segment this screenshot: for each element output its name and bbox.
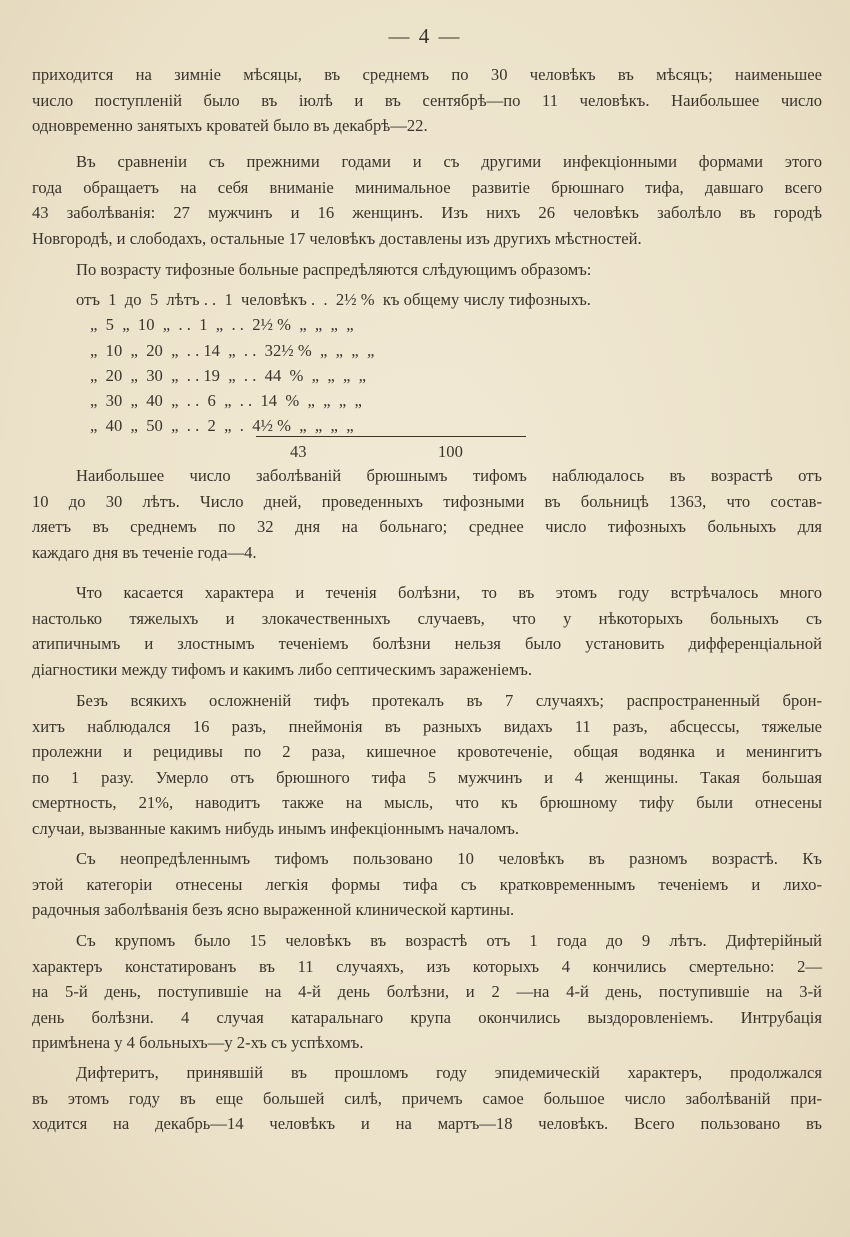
table-row: „ 5 „ 10 „ . . 1 „ . . 2½ % „ „ „ „: [90, 315, 354, 334]
paragraph-7: [32, 846, 822, 923]
table-row: „ 40 „ 50 „ . . 2 „ . 4½ % „ „ „ „: [90, 416, 354, 435]
table-row: „ 10 „ 20 „ . . 14 „ . . 32½ % „ „ „ „: [90, 341, 375, 360]
text-line: примѣнена у 4 больныхъ—у 2-хъ съ успѣхомъ.: [32, 1033, 364, 1052]
paragraph-3: [32, 257, 822, 283]
text-line: смертность, 21%, наводитъ также на мысль, что къ брюшному тифу были отнесены: [32, 793, 822, 812]
paragraph-8: [32, 928, 822, 1056]
table-row: „ 20 „ 30 „ . . 19 „ . . 44 % „ „ „ „: [90, 366, 367, 385]
paragraph-9: [32, 1060, 822, 1137]
text-line: Въ сравненіи съ прежними годами и съ другими инфекціонными формами этого: [76, 152, 822, 171]
text-line: радочныя заболѣванія безъ ясно выраженной клинической картины.: [32, 900, 515, 919]
paragraph-1: [32, 62, 822, 139]
text-line: на 5-й день, поступившіе на 4-й день болѣзни, и 2 —на 4-й день, поступившіе на 3-й: [32, 982, 822, 1001]
total-people: 43: [290, 442, 307, 461]
text-line: діагностики между тифомъ и какимъ либо септическимъ зараженіемъ.: [32, 659, 533, 679]
text-line: 10 до 30 лѣтъ. Число дней, проведенныхъ тифозными въ больницѣ 1363, что состав-: [32, 491, 822, 511]
text-line: хитъ наблюдался 16 разъ, пнеймонія въ разныхъ видахъ 11 разъ, абсцессы, тяжелые: [32, 716, 822, 736]
text-line: Съ крупомъ было 15 человѣкъ въ возрастѣ отъ 1 года до 9 лѣтъ. Дифтерійный: [76, 931, 822, 950]
text-line: ходится на декабрь—14 человѣкъ и на мартъ—18 человѣкъ. Всего пользовано въ: [32, 1114, 822, 1133]
text-line: ляетъ въ среднемъ по 32 дня на больнаго; среднее число тифозныхъ больныхъ для: [32, 517, 822, 536]
text-line: Наибольшее число заболѣваній брюшнымъ тифомъ наблюдалось въ возрастѣ отъ: [76, 466, 822, 485]
text-line: Безъ всякихъ осложненій тифъ протекалъ въ 7 случаяхъ; распространенный брон-: [76, 691, 822, 710]
text-line: Съ неопредѣленнымъ тифомъ пользовано 10 человѣкъ въ разномъ возрастѣ. Къ: [76, 849, 822, 868]
text-line: Что касается характера и теченія болѣзни, то въ этомъ году встрѣчалось много: [76, 583, 822, 602]
text-line: день болѣзни. 4 случая катаральнаго крупа окончились выздоровленіемъ. Интрубація: [32, 1007, 822, 1027]
page-number: — 4 —: [388, 24, 462, 48]
text-line: въ этомъ году въ еще большей силѣ, причемъ самое большое число заболѣваній при-: [32, 1088, 822, 1108]
table-row: отъ 1 до 5 лѣтъ . . 1 человѣкъ . . 2½ % къ общему числу тифозныхъ.: [76, 290, 591, 309]
text-line: по 1 разу. Умерло отъ брюшного тифа 5 мужчинъ и 4 женщины. Такая большая: [32, 767, 822, 787]
paragraph-5: [32, 580, 822, 682]
text-line: настолько тяжелыхъ и злокачественныхъ случаевъ, что у нѣкоторыхъ больныхъ съ: [32, 608, 822, 628]
text-line: атипичнымъ и злостнымъ теченіемъ болѣзни нельзя было установить дифференціальной: [32, 634, 822, 653]
table-row: „ 30 „ 40 „ . . 6 „ . . 14 % „ „ „ „: [90, 391, 362, 410]
text-line: По возрасту тифозные больные распредѣляются слѣдующимъ образомъ:: [76, 260, 592, 279]
paragraph-6: [32, 688, 822, 841]
text-line: Дифтеритъ, принявшій въ прошломъ году эпидемическій характеръ, продолжался: [76, 1063, 822, 1082]
text-line: одновременно занятыхъ кроватей было въ декабрѣ—22.: [32, 116, 428, 135]
text-line: каждаго дня въ теченіе года—4.: [32, 542, 257, 562]
text-line: характеръ констатированъ въ 11 случаяхъ, изъ которыхъ 4 кончились смертельно: 2—: [32, 956, 822, 976]
total-rule: [256, 436, 526, 437]
text-line: года обращаетъ на себя вниманіе минимальное развитіе брюшнаго тифа, давшаго всего: [32, 177, 822, 197]
text-line: приходится на зимніе мѣсяцы, въ среднемъ по 30 человѣкъ въ мѣсяцъ; наименьшее: [32, 65, 822, 84]
paragraph-4: [32, 463, 822, 565]
total-percent: 100: [438, 442, 463, 461]
text-line: число поступленій было въ іюлѣ и въ сентябрѣ—по 11 человѣкъ. Наибольшее число: [32, 90, 822, 110]
paragraph-2: [32, 149, 822, 251]
text-line: пролежни и рецидивы по 2 раза, кишечное кровотеченіе, общая водянка и менингитъ: [32, 742, 822, 761]
text-line: Новгородѣ, и слободахъ, остальные 17 человѣкъ доставлены изъ другихъ мѣстностей.: [32, 228, 642, 248]
text-line: 43 заболѣванія: 27 мужчинъ и 16 женщинъ. Изъ нихъ 26 человѣкъ заболѣло въ городѣ: [32, 203, 822, 222]
text-line: случаи, вызванные какимъ нибудь инымъ инфекціоннымъ началомъ.: [32, 818, 520, 838]
text-line: этой категоріи отнесены легкія формы тифа съ кратковременнымъ теченіемъ и лихо-: [32, 874, 822, 894]
